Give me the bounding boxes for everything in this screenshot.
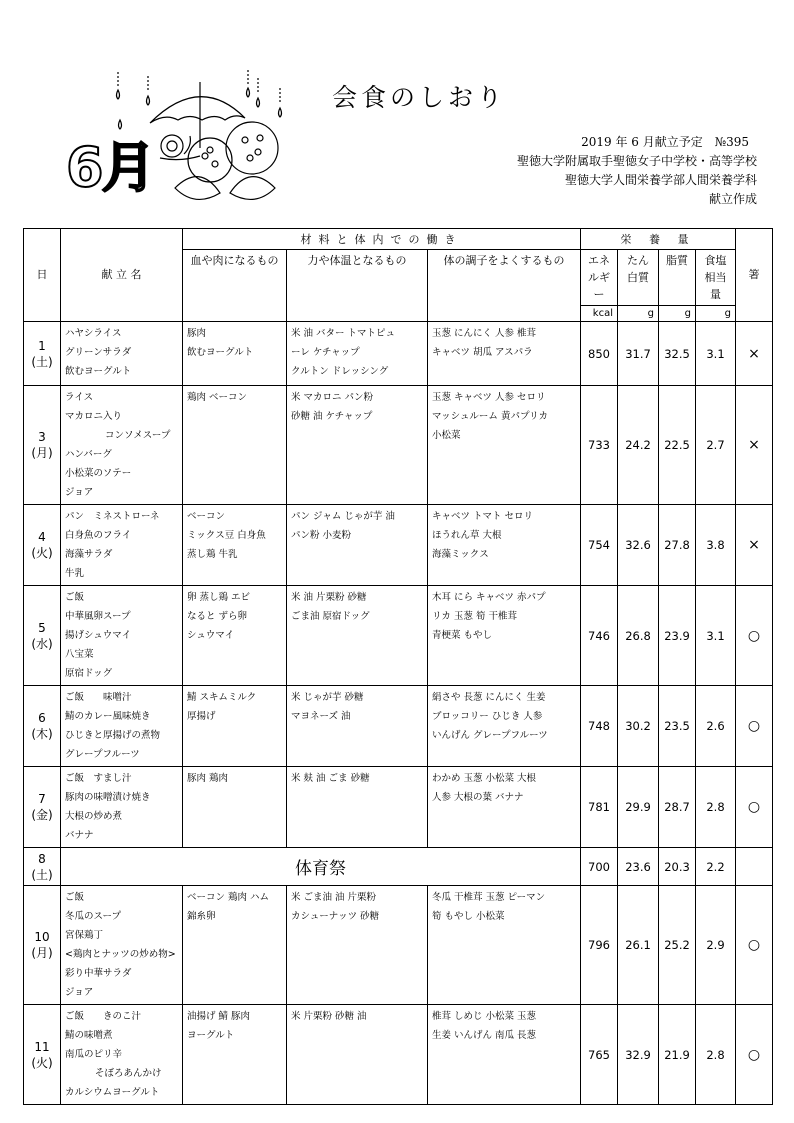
chopsticks-mark: ○: [736, 767, 773, 848]
header-ingredients: 材料と体内での働き: [183, 229, 581, 250]
kcal-cell: 781: [581, 767, 618, 848]
blood-line: ベーコン: [187, 511, 226, 522]
kcal-cell: 754: [581, 505, 618, 586]
blood-cell: [183, 586, 287, 686]
day-cell: [24, 767, 61, 848]
menu-line: ご飯 味噌汁: [65, 692, 132, 703]
day-date: 4: [38, 530, 46, 544]
energy-line: 米 じゃが芋 砂糖: [291, 692, 364, 703]
day-weekday: (月): [31, 446, 53, 460]
page-header: [0, 0, 794, 225]
condition-line: ブロッコリー ひじき 人参: [432, 711, 543, 722]
day-date: 6: [38, 711, 46, 725]
blood-cell: [183, 886, 287, 1005]
condition-line: 絹さや 長葱 にんにく 生姜: [432, 692, 546, 703]
header-protein: たん白質: [618, 250, 659, 306]
table-row: [24, 586, 773, 686]
unit-kcal: kcal: [581, 306, 618, 322]
kcal-cell: 850: [581, 322, 618, 386]
fat-cell: 27.8: [659, 505, 696, 586]
menu-line: 宮保鶏丁: [65, 930, 104, 941]
protein-cell: 32.6: [618, 505, 659, 586]
energy-cell: [287, 686, 428, 767]
header-info: [517, 133, 757, 209]
menu-line: ジョア: [65, 487, 94, 498]
kcal-cell: 748: [581, 686, 618, 767]
menu-cell: [61, 586, 183, 686]
blood-line: なると ずら卵: [187, 611, 248, 622]
day-date: 7: [38, 792, 46, 806]
salt-cell: 2.9: [696, 886, 736, 1005]
blood-line: 鶏肉 ベーコン: [187, 392, 248, 403]
menu-line: 鯖の味噌煮: [65, 1030, 113, 1041]
menu-line: 大根の炒め煮: [65, 811, 123, 822]
kcal-cell: 700: [581, 848, 618, 886]
chopsticks-mark: ○: [736, 686, 773, 767]
blood-line: 鯖 スキムミルク: [187, 692, 257, 703]
energy-line: ごま油 原宿ドッグ: [291, 611, 370, 622]
fat-cell: 20.3: [659, 848, 696, 886]
day-date: 10: [34, 930, 50, 944]
menu-line: グリーンサラダ: [65, 347, 132, 358]
salt-cell: 3.1: [696, 586, 736, 686]
day-weekday: (月): [31, 946, 53, 960]
protein-cell: 26.8: [618, 586, 659, 686]
energy-cell: [287, 886, 428, 1005]
menu-line: ライス: [65, 392, 94, 403]
menu-line: 海藻サラダ: [65, 549, 113, 560]
blood-cell: [183, 767, 287, 848]
day-cell: [24, 586, 61, 686]
day-date: 1: [38, 338, 46, 353]
blood-line: 蒸し鶏 牛乳: [187, 549, 238, 560]
menu-line: ご飯: [65, 892, 85, 903]
protein-cell: 23.6: [618, 848, 659, 886]
chopsticks-mark: ×: [736, 322, 773, 386]
menu-line: ご飯 すまし汁: [65, 773, 132, 784]
condition-line: キャベツ 胡瓜 アスパラ: [432, 347, 533, 358]
menu-line: 豚肉の味噌漬け焼き: [65, 792, 151, 803]
menu-line: ひじきと厚揚げの煮物: [65, 730, 161, 741]
condition-line: 玉葱 キャベツ 人参 セロリ: [432, 392, 546, 403]
fat-cell: 22.5: [659, 386, 696, 505]
condition-cell: [428, 767, 581, 848]
unit-salt: g: [696, 306, 736, 322]
energy-line: クルトン ドレッシング: [291, 366, 389, 377]
issue-line: 2019 年 6 月献立予定 №395: [581, 135, 749, 149]
day-cell: [24, 886, 61, 1005]
blood-line: ミックス豆 白身魚: [187, 530, 266, 541]
chopsticks-mark: ×: [736, 386, 773, 505]
condition-line: リカ 玉葱 筍 干椎茸: [432, 611, 517, 622]
menu-line: 飲むヨーグルト: [65, 366, 132, 377]
day-cell: [24, 686, 61, 767]
menu-line: 鯖のカレー風味焼き: [65, 711, 151, 722]
day-date: 11: [34, 1039, 50, 1054]
salt-cell: 3.8: [696, 505, 736, 586]
day-date: 3: [38, 430, 46, 444]
protein-cell: 26.1: [618, 886, 659, 1005]
blood-line: 豚肉 鶏肉: [187, 773, 229, 784]
menu-line: 南瓜のピリ辛: [65, 1049, 123, 1060]
blood-line: ヨーグルト: [187, 1030, 235, 1041]
menu-line: 原宿ドッグ: [65, 668, 113, 679]
chopsticks-mark: ○: [736, 886, 773, 1005]
table-row: [24, 848, 773, 886]
header-kcal: エネルギー: [581, 250, 618, 306]
header-condition: 体の調子をよくするもの: [428, 250, 581, 322]
day-weekday: (火): [31, 546, 53, 560]
blood-line: 油揚げ 鯖 豚肉: [187, 1011, 251, 1022]
day-weekday: (土): [31, 867, 53, 882]
day-cell: [24, 848, 61, 886]
chopsticks-mark: ×: [736, 505, 773, 586]
condition-line: 生姜 いんげん 南瓜 長葱: [432, 1030, 537, 1041]
menu-line: 彩り中華サラダ: [65, 968, 132, 979]
blood-cell: [183, 322, 287, 386]
table-row: [24, 767, 773, 848]
menu-line: ハンバーグ: [65, 449, 112, 460]
menu-line: 中華風卵スープ: [65, 611, 131, 622]
day-cell: [24, 386, 61, 505]
menu-line: 揚げシュウマイ: [65, 630, 132, 641]
school-line: 聖徳大学附属取手聖徳女子中学校・高等学校: [516, 154, 757, 168]
kcal-cell: 746: [581, 586, 618, 686]
table-row: [24, 886, 773, 1005]
menu-cell: [61, 686, 183, 767]
menu-line: <鶏肉とナッツの炒め物>: [65, 949, 176, 960]
condition-line: 玉葱 にんにく 人参 椎茸: [432, 328, 537, 339]
blood-cell: [183, 1005, 287, 1105]
salt-cell: 3.1: [696, 322, 736, 386]
fat-cell: 28.7: [659, 767, 696, 848]
header-salt: 食塩相当量: [696, 250, 736, 306]
chopsticks-mark: [736, 848, 773, 886]
header-blood: 血や肉になるもの: [183, 250, 287, 322]
day-date: 5: [38, 620, 46, 635]
energy-line: パン粉 小麦粉: [291, 530, 352, 541]
day-cell: [24, 322, 61, 386]
energy-line: パン ジャム じゃが芋 油: [291, 511, 395, 522]
menu-cell: [61, 1005, 183, 1105]
menu-line: バナナ: [65, 830, 94, 841]
chopsticks-mark: ○: [736, 1005, 773, 1105]
energy-cell: [287, 322, 428, 386]
menu-line: カルシウムヨーグルト: [65, 1087, 160, 1098]
fat-cell: 23.5: [659, 686, 696, 767]
day-cell: [24, 505, 61, 586]
blood-line: 錦糸卵: [187, 911, 216, 922]
header-menu: 献 立 名: [61, 229, 183, 322]
protein-cell: 31.7: [618, 322, 659, 386]
blood-line: ベーコン 鶏肉 ハム: [187, 892, 270, 903]
energy-cell: [287, 586, 428, 686]
header-fat: 脂質: [659, 250, 696, 306]
blood-cell: [183, 386, 287, 505]
unit-fat: g: [659, 306, 696, 322]
salt-cell: 2.7: [696, 386, 736, 505]
condition-line: ほうれん草 大根: [432, 530, 502, 541]
condition-cell: [428, 505, 581, 586]
blood-line: シュウマイ: [187, 630, 235, 641]
menu-line: ジョア: [65, 987, 94, 998]
menu-table: [23, 228, 773, 1105]
month-label: 6月: [66, 136, 154, 199]
table-row: [24, 505, 773, 586]
condition-cell: [428, 1005, 581, 1105]
protein-cell: 29.9: [618, 767, 659, 848]
blood-line: 飲むヨーグルト: [187, 347, 254, 358]
salt-cell: 2.6: [696, 686, 736, 767]
event-cell: 体育祭: [61, 848, 581, 886]
energy-cell: [287, 767, 428, 848]
energy-line: 米 麸 油 ごま 砂糖: [291, 773, 370, 784]
energy-line: 米 油 バター トマトピュ: [291, 328, 396, 339]
table-row: [24, 1005, 773, 1105]
energy-cell: [287, 386, 428, 505]
blood-cell: [183, 686, 287, 767]
day-weekday: (水): [31, 636, 53, 651]
header-energy: 力や体温となるもの: [287, 250, 428, 322]
day-cell: [24, 1005, 61, 1105]
energy-line: 砂糖 油 ケチャップ: [291, 411, 373, 422]
menu-line: ハヤシライス: [65, 328, 122, 339]
condition-line: 青梗菜 もやし: [432, 630, 493, 641]
energy-line: ーレ ケチャップ: [291, 347, 360, 358]
kcal-cell: 796: [581, 886, 618, 1005]
fat-cell: 23.9: [659, 586, 696, 686]
blood-line: 卵 蒸し鶏 エビ: [187, 592, 251, 603]
protein-cell: 30.2: [618, 686, 659, 767]
condition-line: 筍 もやし 小松菜: [432, 911, 505, 922]
energy-line: 米 片栗粉 砂糖 油: [291, 1011, 367, 1022]
condition-line: わかめ 玉葱 小松菜 大根: [432, 773, 537, 784]
energy-line: 米 ごま油 油 片栗粉: [291, 892, 377, 903]
condition-line: 人参 大根の葉 バナナ: [432, 792, 524, 803]
condition-line: 海藻ミックス: [432, 549, 489, 560]
menu-line: 白身魚のフライ: [65, 530, 132, 541]
day-weekday: (土): [31, 354, 53, 369]
condition-line: 木耳 にら キャベツ 赤パプ: [432, 592, 546, 603]
day-weekday: (火): [31, 1055, 53, 1070]
fat-cell: 21.9: [659, 1005, 696, 1105]
header-nutrition: 栄 養 量: [581, 229, 736, 250]
unit-protein: g: [618, 306, 659, 322]
menu-line: コンソメスープ: [105, 430, 171, 441]
menu-line: ご飯 きのこ汁: [65, 1011, 142, 1022]
table-row: [24, 686, 773, 767]
menu-line: ご飯: [65, 592, 85, 603]
condition-line: キャベツ トマト セロリ: [432, 511, 534, 522]
menu-line: 牛乳: [65, 568, 85, 579]
kcal-cell: 765: [581, 1005, 618, 1105]
condition-line: 椎茸 しめじ 小松菜 玉葱: [432, 1011, 537, 1022]
day-weekday: (金): [31, 808, 53, 822]
menu-line: マカロニ入り: [65, 411, 123, 422]
salt-cell: 2.8: [696, 1005, 736, 1105]
menu-line: そぼろあんかけ: [95, 1068, 162, 1079]
condition-line: 冬瓜 干椎茸 玉葱 ピーマン: [432, 892, 546, 903]
page-title: 会食のしおり: [332, 83, 507, 112]
blood-line: 豚肉: [187, 328, 207, 339]
fat-cell: 25.2: [659, 886, 696, 1005]
condition-line: マッシュルーム 黄パプリカ: [432, 411, 548, 422]
header-chopsticks: 箸: [736, 229, 773, 322]
protein-cell: 32.9: [618, 1005, 659, 1105]
condition-cell: [428, 586, 581, 686]
salt-cell: 2.8: [696, 767, 736, 848]
menu-cell: [61, 322, 183, 386]
day-date: 8: [38, 851, 46, 866]
menu-cell: [61, 505, 183, 586]
table-row: [24, 322, 773, 386]
kcal-cell: 733: [581, 386, 618, 505]
day-weekday: (木): [31, 727, 53, 741]
condition-cell: [428, 886, 581, 1005]
energy-line: 米 油 片栗粉 砂糖: [291, 592, 367, 603]
protein-cell: 24.2: [618, 386, 659, 505]
energy-line: 米 マカロニ パン粉: [291, 392, 374, 403]
menu-line: グレープフルーツ: [65, 749, 140, 760]
menu-cell: [61, 886, 183, 1005]
menu-line: 小松菜のソテー: [65, 468, 132, 479]
table-row: [24, 386, 773, 505]
condition-cell: [428, 686, 581, 767]
menu-body: [24, 322, 773, 1105]
menu-cell: [61, 386, 183, 505]
menu-cell: [61, 767, 183, 848]
energy-line: カシューナッツ 砂糖: [291, 911, 380, 922]
department-line: 聖徳大学人間栄養学部人間栄養学科: [564, 173, 757, 187]
condition-cell: [428, 322, 581, 386]
condition-cell: [428, 386, 581, 505]
salt-cell: 2.2: [696, 848, 736, 886]
header-day: 日: [24, 229, 61, 322]
energy-cell: [287, 505, 428, 586]
energy-cell: [287, 1005, 428, 1105]
menu-line: 八宝菜: [65, 649, 94, 660]
chopsticks-mark: ○: [736, 586, 773, 686]
condition-line: いんげん グレープフルーツ: [432, 730, 548, 741]
menu-line: 冬瓜のスープ: [65, 911, 122, 922]
energy-line: マヨネーズ 油: [291, 711, 351, 722]
menu-line: パン ミネストローネ: [65, 511, 160, 522]
blood-cell: [183, 505, 287, 586]
author-line: 献立作成: [708, 192, 757, 206]
blood-line: 厚揚げ: [187, 711, 216, 722]
fat-cell: 32.5: [659, 322, 696, 386]
condition-line: 小松菜: [432, 430, 461, 441]
